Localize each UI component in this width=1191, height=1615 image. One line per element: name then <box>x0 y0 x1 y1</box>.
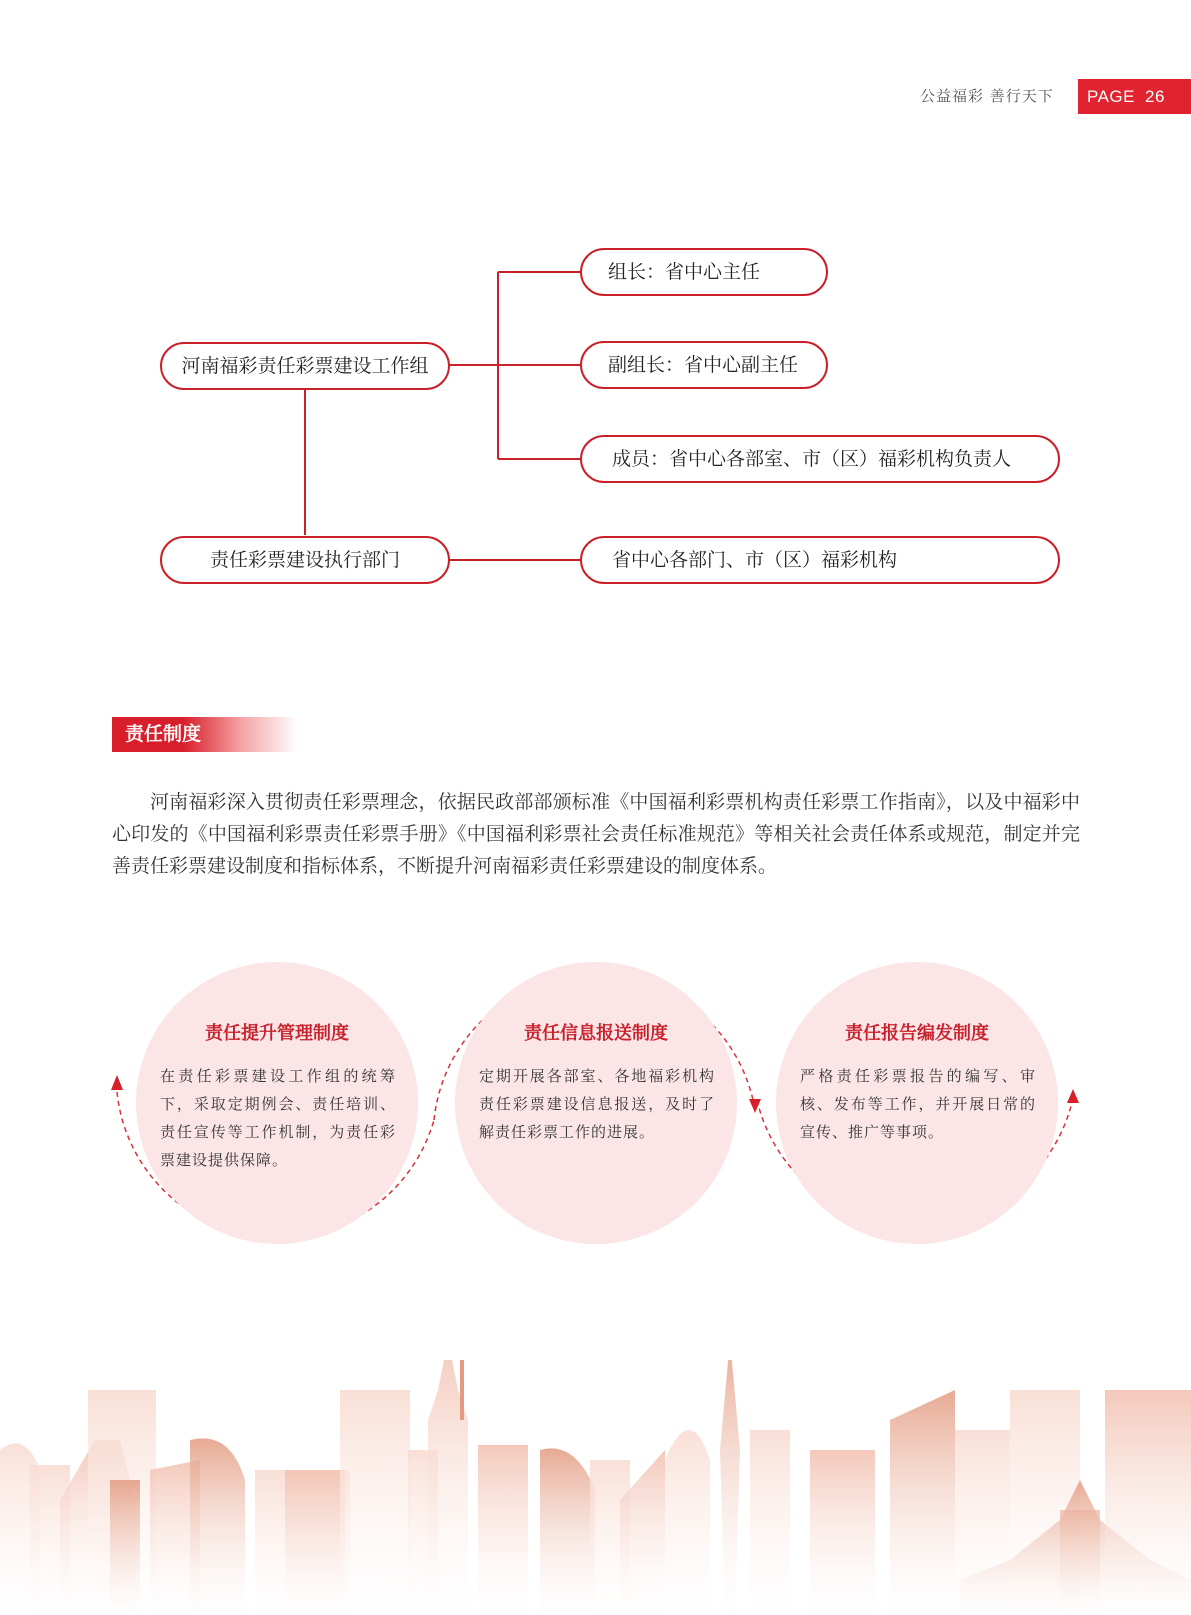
system-text-2: 定期开展各部室、各地福彩机构责任彩票建设信息报送，及时了解责任彩票工作的进展。 <box>479 1067 715 1141</box>
section-paragraph: 河南福彩深入贯彻责任彩票理念，依据民政部部颁标准《中国福利彩票机构责任彩票工作指南》，以及中福彩中心印发的《中国福利彩票责任彩票手册》《中国福利彩票社会责任标准规范》等相关社会责任体系或规范，制定并完善责任彩票建设制度和指标体系，不断提升河南福彩责任彩票建设的制度体系。 <box>112 791 1080 877</box>
page-number: 26 <box>1144 87 1165 106</box>
system-circle-2 <box>455 962 737 1244</box>
org-deputy-node: 副组长：省中心副主任 <box>580 341 828 389</box>
org-members-node: 成员：省中心各部室、市（区）福彩机构负责人 <box>580 435 1060 483</box>
system-title-2: 责任信息报送制度 <box>524 1023 668 1044</box>
org-root-node: 河南福彩责任彩票建设工作组 <box>160 342 450 390</box>
page-label: PAGE <box>1087 87 1135 106</box>
header-slogan: 公益福彩 善行天下 <box>920 87 1054 105</box>
system-title-1: 责任提升管理制度 <box>205 1023 349 1044</box>
org-exec-units-node: 省中心各部门、市（区）福彩机构 <box>580 536 1060 584</box>
system-text-1: 在责任彩票建设工作组的统筹下，采取定期例会、责任培训、责任宣传等工作机制，为责任彩票建设提供保障。 <box>160 1067 396 1169</box>
arrow-up-left <box>111 1075 123 1090</box>
system-circle-1 <box>136 962 418 1244</box>
system-circle-3 <box>776 962 1058 1244</box>
system-text-3: 严格责任彩票报告的编写、审核、发布等工作，并开展日常的宣传、推广等事项。 <box>800 1067 1036 1141</box>
arrow-up-right <box>1067 1089 1079 1103</box>
org-leader-node: 组长：省中心主任 <box>580 248 828 296</box>
org-exec-dept-node: 责任彩票建设执行部门 <box>160 536 450 584</box>
system-title-3: 责任报告编发制度 <box>845 1023 989 1044</box>
city-skyline-illustration <box>0 1360 1191 1615</box>
section-title: 责任制度 <box>112 717 298 752</box>
